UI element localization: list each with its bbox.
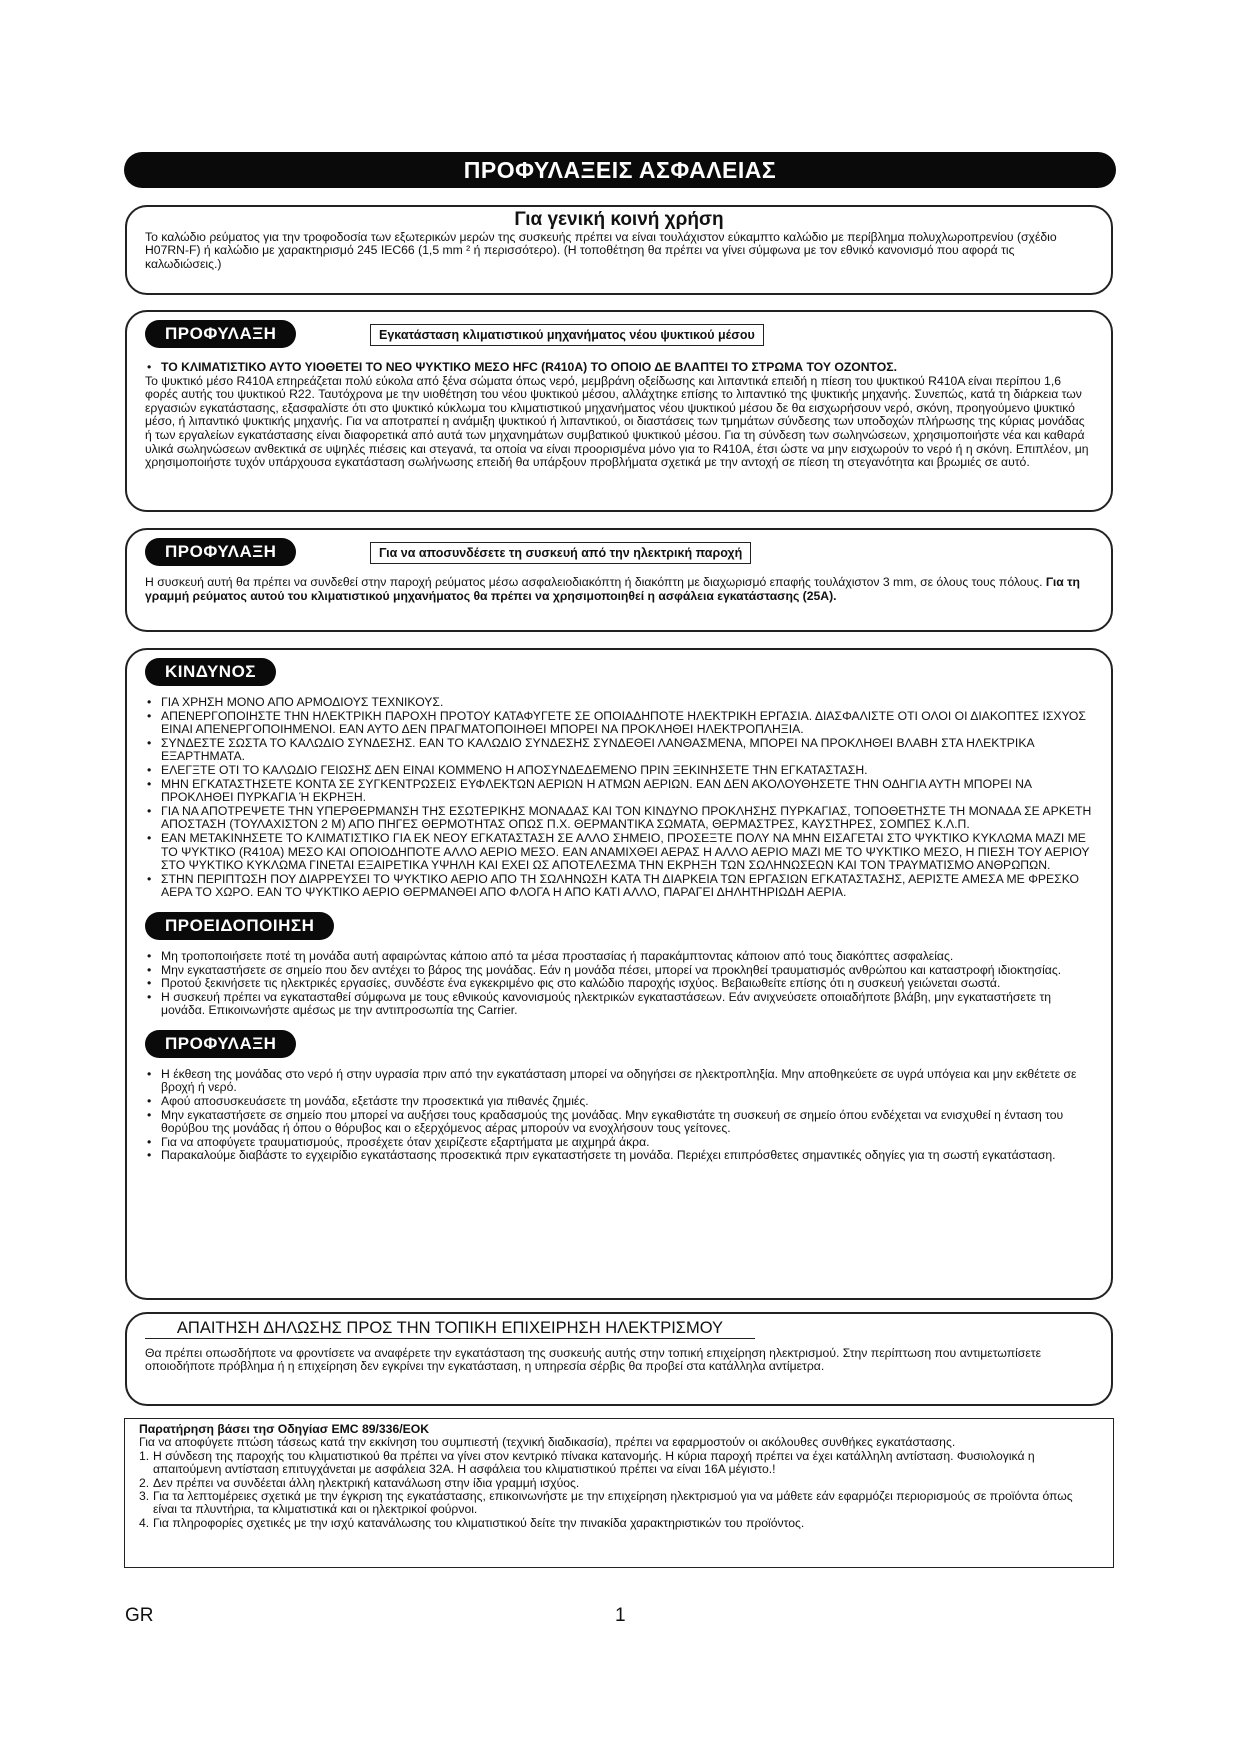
list-item: • Αφού αποσυσκευάσετε τη μονάδα, εξετάστε την προσεκτικά για πιθανές ζημιές. [145, 1095, 1093, 1109]
emc-note [124, 1418, 1114, 1568]
list-item: • ΑΠΕΝΕΡΓΟΠΟΙΗΣΤΕ ΤΗΝ ΗΛΕΚΤΡΙΚΗ ΠΑΡΟΧΗ ΠΡΟΤΟΥ ΚΑΤΑΦΥΓΕΤΕ ΣΕ ΟΠΟΙΑΔΗΠΟΤΕ ΗΛΕΚΤΡΙΚΗ ΕΡΓΑΣΙΑ. ΔΙΑΣΦΑΛΙΣΤΕ ΟΤΙ ΟΛΟΙ ΟΙ ΔΙΑΚΟΠΤΕΣ ΙΣΧΥΟΣ ΕΙΝΑΙ ΑΠΕΝΕΡΓΟΠΟΙΗΜΕΝΟΙ. ΕΑΝ ΑΥΤΟ ΔΕΝ ΠΡΑΓΜΑΤΟΠΟΙΗΘΕΙ ΜΠΟΡΕΙ ΝΑ ΠΡΟΚΛΗΘΕΙ ΗΛΕΚΤΡΟΠΛΗΞΙΑ. [145, 710, 1093, 737]
list-item: • Μην εγκαταστήσετε σε σημείο που μπορεί να αυξήσει τους κραδασμούς της μονάδας. Μην εγκαθιστάτε τη συσκευή σε σημείο όπου ενδέχεται να ενισχυθεί η ένταση του θορύβου της μονάδας ή όπου ο θόρυβος και ο εξερχόμενος αέρας μπορούν να ενοχλήσουν τους γείτονες. [145, 1109, 1093, 1136]
general-use-heading: Για γενική κοινή χρήση [514, 209, 724, 230]
list-item: 2. Δεν πρέπει να συνδέεται άλλη ηλεκτρική κατανάλωση στην ίδια γραμμή ισχύος. [139, 1475, 580, 1490]
page-title: ΠΡΟΦΥΛΑΞΕΙΣ ΑΣΦΑΛΕΙΑΣ [124, 152, 1116, 188]
danger-list [145, 696, 1093, 900]
emc-heading: Παρατήρηση βάσει τησ Οδηγίασ EMC 89/336/EOK [139, 1422, 430, 1436]
warning-badge: ΠΡΟΕΙΔΟΠΟΙΗΣΗ [145, 912, 334, 940]
list-item: • ΕΑΝ ΜΕΤΑΚΙΝΗΣΕΤΕ ΤΟ ΚΛΙΜΑΤΙΣΤΙΚΟ ΓΙΑ ΕΚ ΝΕΟΥ ΕΓΚΑΤΑΣΤΑΣΗ ΣΕ ΑΛΛΟ ΣΗΜΕΙΟ, ΠΡΟΣΕΞΤΕ ΠΟΛΥ ΝΑ ΜΗΝ ΕΙΣΑΓΕΤΑΙ ΣΤΟ ΨΥΚΤΙΚΟ ΚΥΚΛΩΜΑ ΜΑΖΙ ΜΕ ΤΟ ΨΥΚΤΙΚΟ (R410A) ΜΕΣΟ ΚΑΙ ΟΠΟΙΟΔΗΠΟΤΕ ΑΛΛΟ ΑΕΡΙΟ ΜΕΣΟ. ΕΑΝ ΑΝΑΜΙΧΘΕΙ ΑΕΡΑΣ Η ΑΛΛΟ ΑΕΡΙΟ ΜΑΖΙ ΜΕ ΤΟ ΨΥΚΤΙΚΟ ΜΕΣΟ, Η ΠΙΕΣΗ ΤΟΥ ΑΕΡΙΟΥ ΣΤΟ ΨΥΚΤΙΚΟ ΚΥΚΛΩΜΑ ΓΙΝΕΤΑΙ ΕΞΑΙΡΕΤΙΚΑ ΥΨΗΛΗ ΚΑΙ ΕΧΕΙ ΩΣ ΑΠΟΤΕΛΕΣΜΑ ΤΗΝ ΕΚΡΗΞΗ ΤΩΝ ΣΩΛΗΝΩΣΕΩΝ ΚΑΙ ΤΟΝ ΤΡΑΥΜΑΤΙΣΜΟ ΑΝΘΡΩΠΩΝ. [145, 832, 1093, 873]
list-item: • Για να αποφύγετε τραυματισμούς, προσέχετε όταν χειρίζεστε εξαρτήματα με αιχμηρά άκρα. [145, 1136, 1093, 1150]
emc-intro: Για να αποφύγετε πτώση τάσεως κατά την εκκίνηση του συμπιεστή (τεχνική διαδικασία), πρέπει να εφαρμοστούν οι ακόλουθες συνθήκες εγκατάστασης. [139, 1435, 956, 1450]
caution-disconnect-bold: Για τη γραμμή ρεύματος αυτού του κλιματιστικού μηχανήματος θα πρέπει να χρησιμοποιηθεί η ασφάλεια εγκατάστασης (25A). [145, 575, 1080, 603]
list-item: • ΣΤΗΝ ΠΕΡΙΠΤΩΣΗ ΠΟΥ ΔΙΑΡΡΕΥΣΕΙ ΤΟ ΨΥΚΤΙΚΟ ΑΕΡΙΟ ΑΠΟ ΤΗ ΣΩΛΗΝΩΣΗ ΚΑΤΑ ΤΗ ΔΙΑΡΚΕΙΑ ΤΩΝ ΕΡΓΑΣΙΩΝ ΕΓΚΑΤΑΣΤΑΣΗΣ, ΑΕΡΙΣΤΕ ΑΜΕΣΑ ΜΕ ΦΡΕΣΚΟ ΑΕΡΑ ΤΟ ΧΩΡΟ. ΕΑΝ ΤΟ ΨΥΚΤΙΚΟ ΑΕΡΙΟ ΘΕΡΜΑΝΘΕΙ ΑΠΟ ΦΛΟΓΑ Η ΑΠΟ ΚΑΤΙ ΑΛΛΟ, ΠΑΡΑΓΕΙ ΔΗΛΗΤΗΡΙΩΔΗ ΑΕΡΙΑ. [145, 873, 1093, 900]
caution-refrigerant-tag: Εγκατάσταση κλιματιστικού μηχανήματος νέου ψυκτικού μέσου [370, 324, 764, 346]
emc-list [139, 1450, 1099, 1530]
caution-disconnect-text: Η συσκευή αυτή θα πρέπει να συνδεθεί στην παροχή ρεύματος μέσω ασφαλειοδιακόπτη ή διακόπτη με διαχωρισμό επαφής τουλάχιστον 3 mm, σε όλους τους πόλους. Για τη γραμμή ρεύματος αυτού του κλιματιστικού μηχανήματος θα πρέπει να χρησιμοποιηθεί η ασφάλεια εγκατάστασης (25A). [145, 575, 1080, 603]
danger-badge: ΚΙΝΔΥΝΟΣ [145, 658, 276, 686]
warning-list [145, 950, 1093, 1018]
electric-company-text: Θα πρέπει οπωσδήποτε να φροντίσετε να αναφέρετε την εγκατάσταση της συσκευής αυτής στην τοπική επιχείρηση ηλεκτρισμού. Στην περίπτωση που αντιμετωπίσετε οποιοδήποτε πρόβλημα ή η επιχείρηση δεν εγκρίνει την εγκατάσταση, η υπηρεσία σέρβις θα προβεί στα κατάλληλα αντίμετρα. [145, 1345, 1042, 1374]
general-use-text: Το καλώδιο ρεύματος για την τροφοδοσία των εξωτερικών μερών της συσκευής πρέπει να είναι τουλάχιστον εύκαμπτο καλώδιο με περίβλημα πολυχλωροπρενίου (σχέδιο H07RN-F) ή καλώδιο με χαρακτηρισμό 245 IEC66 (1,5 mm ² ή περισσότερο). (Η τοποθέτηση θα πρέπει να γίνει σύμφωνα με τον εθνικό κανονισμό που αφορά τις καλωδιώσεις.) [145, 229, 1057, 271]
caution-refrigerant-text: Το ψυκτικό μέσο R410A επηρεάζεται πολύ εύκολα από ξένα σώματα όπως νερό, μεμβράνη οξείδωσης και λιπαντικά επειδή η πίεση του ψυκτικού R410A είναι περίπου 1,6 φορές αυτής του ψυκτικού R22. Ταυτόχρονα με την υιοθέτηση του νέου ψυκτικού μέσου, αλλάχτηκε επίσης το λιπαντικό της ψυκτικής μηχανής. Συνεπώς, κατά τη διάρκεια των εργασιών εγκατάστασης, εξασφαλίστε ότι στο ψυκτικό κύκλωμα του κλιματιστικού μηχανήματος νέου ψυκτικού μέσου δε θα εισχωρήσουν νερό, σκόνη, προηγούμενο ψυκτικό μέσο, ή λιπαντικό ψυκτικής μηχανής. Για να αποτραπεί η ανάμιξη ψυκτικού ή λιπαντικού, οι διαστάσεις των τμημάτων σύνδεσης των υποδοχών πλήρωσης της κύριας μονάδας ή των εργαλείων εγκατάστασης είναι διαφορετικά από αυτά των μηχανημάτων συμβατικού ψυκτικού μέσου. Για τη σύνδεση των σωληνώσεων, χρησιμοποιήστε νέα και καθαρά υλικά σωληνώσεων ανθεκτικά σε υψηλές πιέσεις και στεγανά, τα οποία να είναι προορισμένα μόνο για το R410A, έτσι ώστε να μην εισχωρούν το νερό ή η σκόνη. Επιπλέον, μη χρησιμοποιήστε τυχόν υπάρχουσα εγκατάσταση σωλήνωσης επειδή θα υπάρξουν προβλήματα σχετικά με την αντοχή σε πίεση τη στεγανότητα και βρωμιές σε αυτό. [145, 373, 1089, 470]
list-item: • ΕΛΕΓΞΤΕ ΟΤΙ ΤΟ ΚΑΛΩΔΙΟ ΓΕΙΩΣΗΣ ΔΕΝ ΕΙΝΑΙ ΚΟΜΜΕΝΟ Η ΑΠΟΣΥΝΔΕΔΕΜΕΝΟ ΠΡΙΝ ΞΕΚΙΝΗΣΕΤΕ ΤΗΝ ΕΓΚΑΤΑΣΤΑΣΗ. [145, 764, 1093, 778]
caution-badge: ΠΡΟΦΥΛΑΞΗ [145, 1030, 296, 1058]
list-item: • ΣΥΝΔΕΣΤΕ ΣΩΣΤΑ ΤΟ ΚΑΛΩΔΙΟ ΣΥΝΔΕΣΗΣ. ΕΑΝ ΤΟ ΚΑΛΩΔΙΟ ΣΥΝΔΕΣΗΣ ΣΥΝΔΕΘΕΙ ΛΑΝΘΑΣΜΕΝΑ, ΜΠΟΡΕΙ ΝΑ ΠΡΟΚΛΗΘΕΙ ΒΛΑΒΗ ΣΤΑ ΗΛΕΚΤΡΙΚΑ ΕΞΑΡΤΗΜΑΤΑ. [145, 737, 1093, 764]
list-item: 3. Για τα λεπτομέρειες σχετικά με την έγκριση της εγκατάστασης, επικοινωνήστε με την επιχείρηση ηλεκτρισμού για να μάθετε εάν εφαρμόζει περιορισμούς σε προϊόντα όπως είναι τα πλυντήρια, τα κλιματιστικά και οι ηλεκτρικοί φούρνοι. [139, 1489, 1073, 1517]
list-item: • Παρακαλούμε διαβάστε το εγχειρίδιο εγκατάστασης προσεκτικά πριν εγκαταστήσετε τη μονάδα. Περιέχει επιπρόσθετες σημαντικές οδηγίες για τη σωστή εγκατάσταση. [145, 1149, 1093, 1163]
caution-badge: ΠΡΟΦΥΛΑΞΗ [145, 320, 296, 348]
general-use-section [125, 205, 1113, 295]
list-item: • Η συσκευή πρέπει να εγκατασταθεί σύμφωνα με τους εθνικούς κανονισμούς ηλεκτρικών εγκαταστάσεων. Εάν ανιχνεύσετε οποιαδήποτε βλάβη, μην εγκαταστήσετε τη μονάδα. Επικοινωνήστε αμέσως με την αντιπροσωπία της Carrier. [145, 991, 1093, 1018]
caution-disconnect-section [125, 528, 1113, 632]
caution-list [145, 1068, 1093, 1163]
electric-company-section [125, 1312, 1113, 1406]
list-item: • ΓΙΑ ΝΑ ΑΠΟΤΡΕΨΕΤΕ ΤΗΝ ΥΠΕΡΘΕΡΜΑΝΣΗ ΤΗΣ ΕΣΩΤΕΡΙΚΗΣ ΜΟΝΑΔΑΣ ΚΑΙ ΤΟΝ ΚΙΝΔΥΝΟ ΠΡΟΚΛΗΣΗΣ ΠΥΡΚΑΓΙΑΣ, ΤΟΠΟΘΕΤΗΣΤΕ ΤΗ ΜΟΝΑΔΑ ΣΕ ΑΡΚΕΤΗ ΑΠΟΣΤΑΣΗ (ΤΟΥΛΑΧΙΣΤΟΝ 2 Μ) ΑΠΟ ΠΗΓΕΣ ΘΕΡΜΟΤΗΤΑΣ ΟΠΩΣ Π.Χ. ΘΕΡΜΑΝΤΙΚΑ ΣΩΜΑΤΑ, ΘΕΡΜΑΣΤΡΕΣ, ΚΑΥΣΤΗΡΕΣ, ΣΟΜΠΕΣ Κ.Λ.Π. [145, 805, 1093, 832]
caution-disconnect-tag: Για να αποσυνδέσετε τη συσκευή από την ηλεκτρική παροχή [370, 542, 751, 564]
list-item: • Η έκθεση της μονάδας στο νερό ή στην υγρασία πριν από την εγκατάσταση μπορεί να οδηγήσει σε ηλεκτροπληξία. Μην αποθηκεύετε σε υγρά υπόγεια και μην εκθέτετε σε βροχή ή νερό. [145, 1068, 1093, 1095]
page-number: 1 [615, 1605, 626, 1626]
list-item: • Μην εγκαταστήσετε σε σημείο που δεν αντέχει το βάρος της μονάδας. Εάν η μονάδα πέσει, μπορεί να προκληθεί τραυματισμός ανθρώπου και καταστροφή ιδιοκτησίας. [145, 964, 1093, 978]
list-item: • Προτού ξεκινήσετε τις ηλεκτρικές εργασίες, συνδέστε ένα εγκεκριμένο φις στο καλώδιο παροχής ισχύος. Βεβαιωθείτε επίσης ότι η συσκευή γειώνεται σωστά. [145, 977, 1093, 991]
list-item: 4. Για πληροφορίες σχετικές με την ισχύ κατανάλωσης του κλιματιστικού δείτε την πινακίδα χαρακτηριστικών του προϊόντος. [139, 1515, 805, 1530]
electric-company-heading: ΑΠΑΙΤΗΣΗ ΔΗΛΩΣΗΣ ΠΡΟΣ ΤΗΝ ΤΟΠΙΚΗ ΕΠΙΧΕΙΡΗΣΗ ΗΛΕΚΤΡΙΣΜΟΥ [145, 1322, 755, 1339]
danger-warning-section [125, 648, 1113, 1300]
list-item: • ΜΗΝ ΕΓΚΑΤΑΣΤΗΣΕΤΕ ΚΟΝΤΑ ΣΕ ΣΥΓΚΕΝΤΡΩΣΕΙΣ ΕΥΦΛΕΚΤΩΝ ΑΕΡΙΩΝ Η ΑΤΜΩΝ ΑΕΡΙΩΝ. ΕΑΝ ΔΕΝ ΑΚΟΛΟΥΘΗΣΕΤΕ ΤΗΝ ΟΔΗΓΙΑ ΑΥΤΗ ΜΠΟΡΕΙ ΝΑ ΠΡΟΚΛΗΘΕΙ ΠΥΡΚΑΓΙΑ Ή ΕΚΡΗΞΗ. [145, 778, 1093, 805]
language-code: GR [125, 1605, 154, 1626]
list-item: • ΓΙΑ ΧΡΗΣΗ ΜΟΝΟ ΑΠΟ ΑΡΜΟΔΙΟΥΣ ΤΕΧΝΙΚΟΥΣ. [145, 696, 1093, 710]
caution-badge: ΠΡΟΦΥΛΑΞΗ [145, 538, 296, 566]
caution-refrigerant-section [125, 310, 1113, 512]
list-item: • Μη τροποποιήσετε ποτέ τη μονάδα αυτή αφαιρώντας κάποιο από τα μέσα προστασίας ή παρακάμπτοντας κάποιον από τους διακόπτες ασφαλείας. [145, 950, 1093, 964]
caution-refrigerant-bullet: • ΤΟ ΚΛΙΜΑΤΙΣΤΙΚΟ ΑΥΤΟ ΥΙΟΘΕΤΕΙ ΤΟ ΝΕΟ ΨΥΚΤΙΚΟ ΜΕΣΟ HFC (R410A) ΤΟ ΟΠΟΙΟ ΔΕ ΒΛΑΠΤΕΙ ΤΟ ΣΤΡΩΜΑ ΤΟΥ ΟΖΟΝΤΟΣ. [145, 361, 1093, 375]
list-item: 1. Η σύνδεση της παροχής του κλιματιστικού θα πρέπει να γίνει στον κεντρικό πίνακα κατανομής. Η κύρια παροχή πρέπει να έχει κατάλληλη αντίσταση. Φυσιολογικά η απαιτούμενη αντίσταση επιτυγχάνεται με ασφάλεια 32A. Η ασφάλεια του κλιματιστικού πρέπει να είναι 16A μέγιστο.! [139, 1448, 1035, 1477]
